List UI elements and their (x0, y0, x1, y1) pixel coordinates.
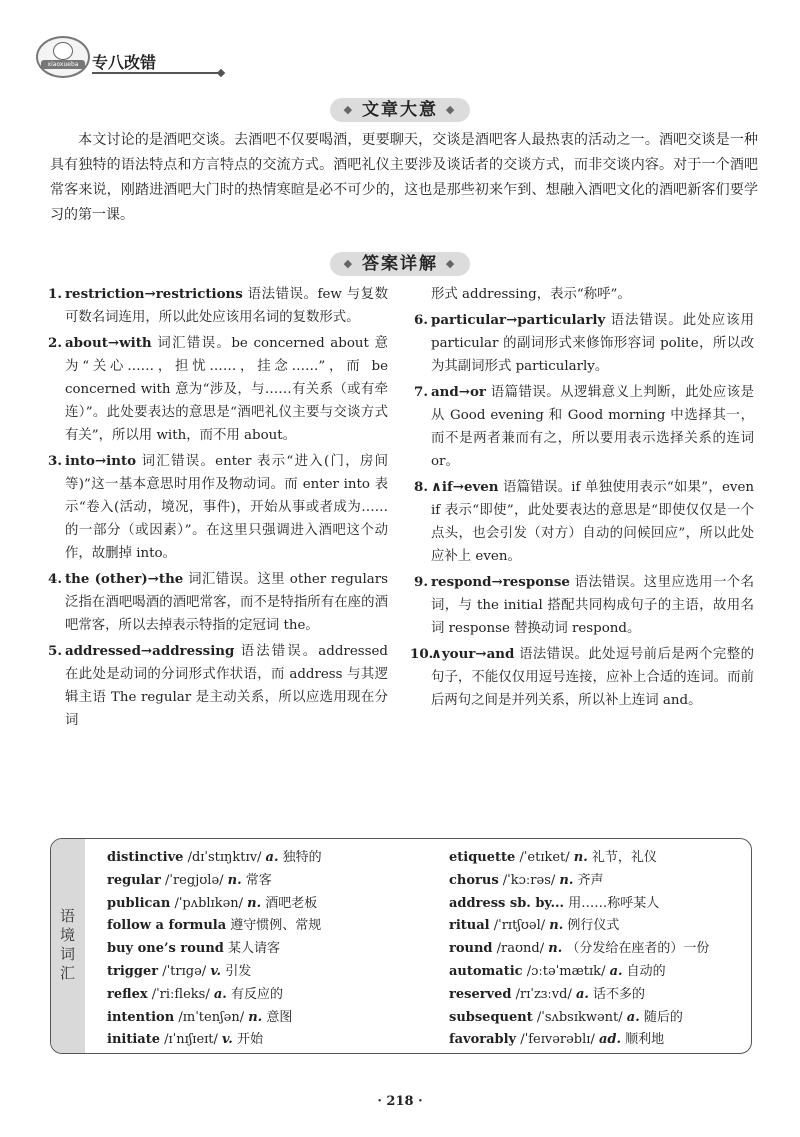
vocab-pos: a. (626, 1009, 640, 1025)
vocab-pos: a. (265, 850, 279, 865)
answer-explanation: 语法错误。few 与复数可数名词连用，所以此处应该用名词的复数形式。 (65, 287, 388, 325)
vocabulary-side-tab (51, 839, 85, 1053)
answer-explanation: 词汇错误。be concerned about 意为“关心……，担忧……，挂念……”，而 be concerned with 意为“涉及，与……有关系（或有牵连）”。此处要表达的意思是“酒吧礼仪主要与交谈方式有关”，所以用 with，而不用 about。 (65, 336, 388, 443)
vocab-pos: n. (248, 1009, 263, 1025)
answer-number: 4. (48, 571, 62, 587)
vocab-word: round (449, 941, 493, 957)
vocab-meaning: 顺利地 (621, 1032, 665, 1048)
answers-column-left (48, 283, 388, 735)
vocab-pos: v. (210, 963, 222, 979)
vocab-meaning: 自动的 (622, 963, 666, 979)
vocab-meaning: 常客 (241, 872, 272, 888)
vocab-meaning: 齐声 (573, 872, 604, 888)
answer-item (48, 332, 388, 447)
answer-explanation: 语篇错误。从逻辑意义上判断，此处应该是从 Good evening 和 Good morning 中选择其一，而不是两者兼而有之，所以要用表示选择关系的连词 or。 (431, 385, 754, 469)
answer-number: 1. (48, 286, 62, 302)
vocab-entry (449, 984, 749, 1007)
vocab-pronunciation: /ˈriːfleks/ (147, 986, 214, 1002)
vocab-pronunciation: /ɪnˈtenʃən/ (174, 1009, 249, 1025)
vocab-entry (449, 1007, 749, 1030)
vocab-pronunciation: /ˈsʌbsɪkwənt/ (532, 1009, 627, 1025)
vocabulary-label: 语境词汇 (60, 907, 76, 982)
vocabulary-box (50, 838, 752, 1054)
header-divider (92, 72, 220, 74)
vocabulary-column-left (107, 847, 437, 1052)
vocab-pronunciation: /ˈetɪket/ (515, 850, 574, 865)
vocab-meaning: 引发 (221, 963, 252, 979)
answer-explanation: 语法错误。这里应选用一个名词，与 the initial 搭配共同构成句子的主语，故用名词 response 替换动词 respond。 (431, 575, 754, 636)
answer-number: 2. (48, 335, 62, 351)
answer-explanation: 语法错误。addressed 在此处是动词的分词形式作状语，而 address 与其逻辑主语 The regular 是主动关系，所以应选用现在分词 (65, 644, 388, 728)
answer-explanation: 形式 addressing，表示“称呼”。 (431, 287, 631, 302)
vocab-pronunciation: /ˈkɔːrəs/ (498, 872, 560, 888)
vocab-meaning: 意图 (262, 1009, 293, 1025)
vocab-pos: n. (559, 872, 574, 888)
summary-text: 本文讨论的是酒吧交谈。去酒吧不仅要喝酒，更要聊天，交谈是酒吧客人最热衷的活动之一。酒吧交谈是一种具有独特的语法特点和方言特点的交流方式。酒吧礼仪主要涉及谈话者的交谈方式，而非交谈内容。对于一个酒吧常客来说，刚踏进酒吧大门时的热情寒暄是必不可少的，这也是那些初来乍到、想融入酒吧文化的酒吧新客们要学习的第一课。 (50, 132, 758, 223)
section-label: 专八改错 (92, 53, 157, 72)
vocab-pronunciation: /ˈrɪtʃʊəl/ (489, 918, 550, 934)
vocab-pos: a. (213, 986, 227, 1002)
vocab-entry (107, 1029, 437, 1052)
vocab-entry (449, 1029, 749, 1052)
answer-correction: respond→response (431, 574, 570, 590)
vocab-meaning: 某人请客 (223, 941, 281, 957)
answer-number: 6. (414, 312, 428, 328)
answer-item (48, 283, 388, 329)
vocab-meaning: 有反应的 (226, 986, 283, 1002)
answers-column-right (410, 283, 754, 715)
vocab-pos: n. (548, 941, 563, 957)
vocab-pronunciation: /ɔːtəˈmætɪk/ (522, 963, 610, 979)
vocab-meaning: 遵守惯例、常规 (226, 918, 322, 934)
answer-correction: the (other)→the (65, 571, 184, 587)
summary-title (330, 98, 470, 122)
vocab-entry (107, 915, 437, 938)
vocab-word: regular (107, 872, 161, 888)
page-number: · 218 · (377, 1094, 423, 1109)
answer-item (48, 640, 388, 732)
vocab-meaning: 开始 (232, 1032, 263, 1048)
vocab-meaning: 酒吧老板 (261, 895, 318, 911)
vocab-word: follow a formula (107, 918, 227, 934)
vocab-pos: v. (222, 1032, 233, 1048)
answer-item (414, 476, 754, 568)
answers-title (330, 252, 470, 276)
vocab-word: address sb. by... (449, 895, 565, 911)
answer-number: 10. (410, 646, 434, 662)
answer-correction: ∧if→even (431, 479, 499, 495)
answer-correction: about→with (65, 335, 152, 351)
answer-explanation: 语篇错误。if 单独使用表示“如果”，even if 表示“即使”，此处要表达的意思是“即使仅仅是一个点头，也会引发（对方）自动的问候回应”，所以此处应补上 even。 (431, 480, 754, 564)
diamond-icon: ◆ (343, 103, 355, 116)
answer-correction: particular→particularly (431, 312, 606, 328)
vocab-pronunciation: /ˈfeɪvərəblɪ/ (516, 1032, 599, 1048)
answer-item-continued (414, 283, 754, 306)
answer-correction: ∧your→and (431, 646, 515, 662)
answer-number: 5. (48, 643, 62, 659)
logo-text: xiaoxueba (41, 60, 85, 69)
answer-correction: addressed→addressing (65, 643, 235, 659)
answer-item (414, 309, 754, 378)
vocab-word: initiate (107, 1032, 160, 1048)
vocab-word: intention (107, 1009, 175, 1025)
answer-number: 9. (414, 574, 428, 590)
brand-logo (36, 36, 90, 78)
vocab-word: ritual (449, 918, 490, 934)
vocab-meaning: 话不多的 (588, 986, 646, 1002)
answer-item (414, 381, 754, 473)
vocab-entry (107, 938, 437, 961)
vocab-meaning: （分发给在座者的）一份 (562, 941, 710, 957)
vocab-pronunciation: /ˈpʌblɪkən/ (170, 895, 248, 911)
vocab-meaning: 例行仪式 (563, 918, 620, 934)
answer-explanation: 语法错误。此处逗号前后是两个完整的句子，不能仅仅用逗号连接，应补上合适的连词。而前后两句之间是并列关系，所以补上连词 and。 (431, 647, 754, 708)
vocab-entry (449, 938, 749, 961)
answer-explanation: 语法错误。此处应该用 particular 的副词形式来修饰形容词 polite，所以改为其副词形式 particularly。 (431, 313, 754, 374)
vocab-meaning: 独特的 (278, 850, 322, 865)
vocab-word: chorus (449, 872, 499, 888)
vocab-word: publican (107, 895, 171, 911)
vocab-pronunciation: /ˈtrɪgə/ (158, 963, 211, 979)
vocab-entry (107, 870, 437, 893)
summary-title-text: 文章大意 (362, 100, 438, 120)
vocab-word: etiquette (449, 850, 516, 865)
answer-item (414, 571, 754, 640)
vocab-word: subsequent (449, 1009, 533, 1025)
vocab-entry (449, 893, 749, 916)
vocab-entry (107, 984, 437, 1007)
vocab-meaning: 用……称呼某人 (564, 895, 660, 911)
vocab-word: trigger (107, 963, 159, 979)
diamond-icon: ◆ (445, 257, 457, 270)
vocab-word: favorably (449, 1032, 517, 1048)
answer-item (48, 568, 388, 637)
answer-correction: and→or (431, 384, 486, 400)
vocab-entry (449, 870, 749, 893)
answer-number: 7. (414, 384, 428, 400)
vocab-pos: n. (549, 918, 564, 934)
vocab-pronunciation: /rɪˈzɜːvd/ (511, 986, 576, 1002)
page-header (36, 36, 186, 78)
vocab-word: automatic (449, 963, 523, 979)
answer-correction: restriction→restrictions (65, 286, 243, 302)
vocab-entry (449, 847, 749, 870)
vocab-pronunciation: /raʊnd/ (492, 941, 549, 957)
vocab-entry (107, 961, 437, 984)
vocab-meaning: 礼节，礼仪 (587, 850, 657, 865)
answers-title-text: 答案详解 (362, 254, 438, 274)
answer-item (48, 450, 388, 565)
vocab-meaning: 随后的 (639, 1009, 683, 1025)
answer-explanation: 词汇错误。enter 表示“进入(门，房间等)”这一基本意思时用作及物动词。而 enter into 表示“卷入(活动，境况，事件)，开始从事或者成为……的一部分（或因素）”。在这里只强调进入酒吧这个动作，故删掉 into。 (65, 454, 388, 561)
answer-correction: into→into (65, 453, 137, 469)
vocab-pos: ad. (598, 1032, 621, 1048)
vocab-pos: n. (227, 872, 242, 888)
vocab-entry (449, 961, 749, 984)
summary-paragraph (50, 128, 758, 228)
vocab-pronunciation: /ˈregjʊlə/ (160, 872, 228, 888)
answer-item (410, 643, 754, 712)
diamond-icon: ◆ (445, 103, 457, 116)
answer-number: 8. (414, 479, 428, 495)
vocab-pronunciation: /ɪˈnɪʃɪeɪt/ (159, 1032, 223, 1048)
vocab-entry (107, 1007, 437, 1030)
mascot-face-icon (53, 42, 73, 60)
diamond-icon: ◆ (343, 257, 355, 270)
vocab-pos: a. (609, 963, 623, 979)
vocab-word: distinctive (107, 850, 184, 865)
vocab-word: reflex (107, 986, 148, 1002)
vocab-entry (107, 893, 437, 916)
vocab-pos: n. (573, 850, 588, 865)
vocab-pos: a. (575, 986, 589, 1002)
vocab-word: reserved (449, 986, 512, 1002)
answer-number: 3. (48, 453, 62, 469)
vocab-pos: n. (247, 895, 262, 911)
vocab-entry (449, 915, 749, 938)
vocab-pronunciation: /dɪˈstɪŋktɪv/ (183, 850, 266, 865)
vocabulary-column-right (449, 847, 749, 1052)
answer-explanation: 词汇错误。这里 other regulars 泛指在酒吧喝酒的酒吧常客，而不是特指所有在座的酒吧常客，所以去掉表示特指的定冠词 the。 (65, 572, 388, 633)
vocab-word: buy one’s round (107, 941, 224, 957)
vocab-entry (107, 847, 437, 870)
